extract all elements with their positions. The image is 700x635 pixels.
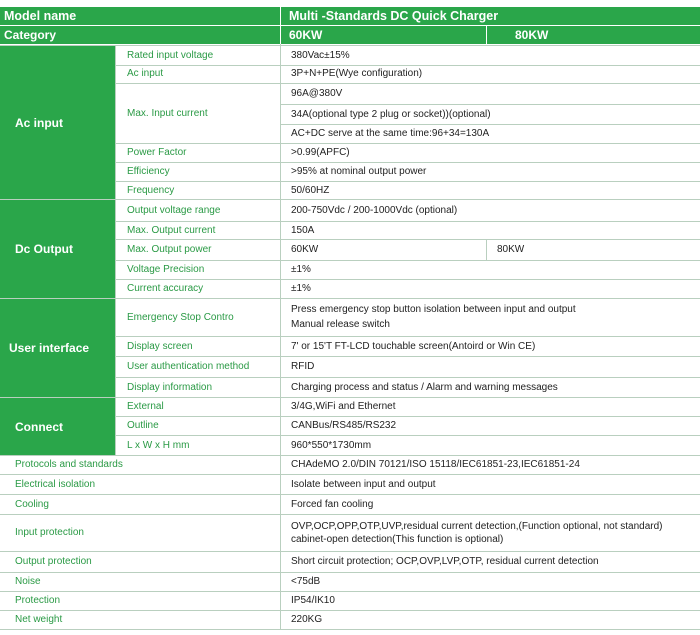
net-weight-value: 220KG <box>291 614 323 625</box>
grid-line <box>0 629 700 630</box>
max-output-current-value: 150A <box>291 224 315 236</box>
grid-line <box>0 610 700 611</box>
display-screen-label: Display screen <box>127 340 193 352</box>
input-protection-label: Input protection <box>15 527 84 538</box>
grid-line <box>281 124 700 125</box>
voltage-precision-label: Voltage Precision <box>127 264 205 275</box>
protection-value: IP54/IK10 <box>291 595 335 606</box>
grid-line <box>116 143 700 144</box>
grid-line <box>116 65 700 66</box>
max-input-current-value-3: AC+DC serve at the same time:96+34=130A <box>291 128 490 139</box>
grid-line <box>116 356 700 357</box>
grid-line <box>116 279 700 280</box>
emergency-stop-line-1: Press emergency stop button isolation between input and output <box>291 304 576 315</box>
grid-line <box>116 181 700 182</box>
external-value: 3/4G,WiFi and Ethernet <box>291 401 396 412</box>
grid-line <box>116 377 700 378</box>
group-user-interface: User interface <box>0 299 115 397</box>
display-screen-value: 7' or 15'T FT-LCD touchable screen(Antoird or Win CE) <box>291 340 536 352</box>
group-ac-input: Ac input <box>0 46 115 199</box>
input-protection-line-1: OVP,OCP,OPP,OTP,UVP,residual current detection,(Function optional, not standard) <box>291 520 663 532</box>
frequency-label: Frequency <box>127 184 175 196</box>
cooling-label: Cooling <box>15 498 49 510</box>
category-80kw: 80KW <box>487 26 700 44</box>
electrical-isolation-value: Isolate between input and output <box>291 478 436 490</box>
grid-line <box>280 7 281 630</box>
grid-line <box>116 435 700 436</box>
efficiency-label: Efficiency <box>127 166 170 177</box>
group-connect: Connect <box>0 398 115 455</box>
power-factor-value: >0.99(APFC) <box>291 147 350 158</box>
grid-line <box>0 494 700 495</box>
emergency-stop-line-2: Manual release switch <box>291 319 390 330</box>
grid-line <box>115 45 116 455</box>
input-protection-value <box>281 515 700 551</box>
display-info-value: Charging process and status / Alarm and warning messages <box>291 381 558 393</box>
max-output-current-label: Max. Output current <box>127 224 216 236</box>
category-60kw: 60KW <box>281 26 486 44</box>
noise-label: Noise <box>15 576 41 587</box>
dimensions-value: 960*550*1730mm <box>291 439 372 451</box>
max-output-power-60kw: 60KW <box>291 244 319 255</box>
ac-input-value: 3P+N+PE(Wye configuration) <box>291 68 423 79</box>
grid-line <box>116 416 700 417</box>
grid-line <box>0 474 700 475</box>
output-protection-label: Output protection <box>15 556 92 567</box>
voltage-precision-value: ±1% <box>291 264 311 275</box>
outline-value: CANBus/RS485/RS232 <box>291 420 397 431</box>
rated-input-voltage-label: Rated input voltage <box>127 49 214 61</box>
grid-line <box>116 239 700 240</box>
grid-line <box>486 26 487 44</box>
grid-line <box>0 572 700 573</box>
protection-label: Protection <box>15 595 61 606</box>
max-input-current-value-1: 96A@380V <box>291 88 343 99</box>
net-weight-label: Net weight <box>15 614 63 625</box>
emergency-stop-label: Emergency Stop Contro <box>127 311 234 323</box>
output-protection-value: Short circuit protection; OCP,OVP,LVP,OTP, residual current detection <box>291 556 599 567</box>
grid-line <box>0 45 700 46</box>
grid-line <box>0 25 700 26</box>
rated-input-voltage-value: 380Vac±15% <box>291 49 350 61</box>
grid-line <box>0 199 700 200</box>
dimensions-label: L x W x H mm <box>127 439 190 451</box>
user-auth-label: User authentication method <box>127 361 250 372</box>
protocols-label: Protocols and standards <box>15 459 123 470</box>
frequency-value: 50/60HZ <box>291 184 330 196</box>
grid-line <box>0 397 700 398</box>
max-output-power-label: Max. Output power <box>127 244 212 255</box>
grid-line <box>116 162 700 163</box>
grid-line <box>0 591 700 592</box>
grid-line <box>0 551 700 552</box>
grid-line <box>116 336 700 337</box>
current-accuracy-label: Current accuracy <box>127 283 204 294</box>
user-auth-value: RFID <box>291 361 315 372</box>
emergency-stop-value <box>281 299 700 336</box>
cooling-value: Forced fan cooling <box>291 498 374 510</box>
grid-line <box>0 298 700 299</box>
efficiency-value: >95% at nominal output power <box>291 166 427 177</box>
external-label: External <box>127 401 164 412</box>
max-output-power-80kw: 80KW <box>497 244 525 255</box>
grid-line <box>116 221 700 222</box>
display-info-label: Display information <box>127 381 213 393</box>
protocols-value: CHAdeMO 2.0/DIN 70121/ISO 15118/IEC61851-23,IEC61851-24 <box>291 459 580 470</box>
model-name-label: Model name <box>0 7 280 25</box>
electrical-isolation-label: Electrical isolation <box>15 478 96 490</box>
outline-label: Outline <box>127 420 159 431</box>
input-protection-line-2: cabinet-open detection(This function is optional) <box>291 533 504 545</box>
group-dc-output: Dc Output <box>0 200 115 298</box>
output-voltage-range-value: 200-750Vdc / 200-1000Vdc (optional) <box>291 204 458 216</box>
output-voltage-range-label: Output voltage range <box>127 204 221 216</box>
category-label: Category <box>0 26 280 44</box>
noise-value: <75dB <box>291 576 321 587</box>
grid-line <box>281 104 700 105</box>
power-factor-label: Power Factor <box>127 147 187 158</box>
grid-line <box>0 514 700 515</box>
max-input-current-label: Max. Input current <box>127 107 208 119</box>
max-input-current-value-2: 34A(optional type 2 plug or socket))(optional) <box>291 108 491 120</box>
current-accuracy-value: ±1% <box>291 283 311 294</box>
grid-line <box>486 240 487 260</box>
model-name-value: Multi -Standards DC Quick Charger <box>281 7 700 25</box>
grid-line <box>116 83 700 84</box>
ac-input-label: Ac input <box>127 68 164 79</box>
grid-line <box>116 260 700 261</box>
grid-line <box>0 455 700 456</box>
